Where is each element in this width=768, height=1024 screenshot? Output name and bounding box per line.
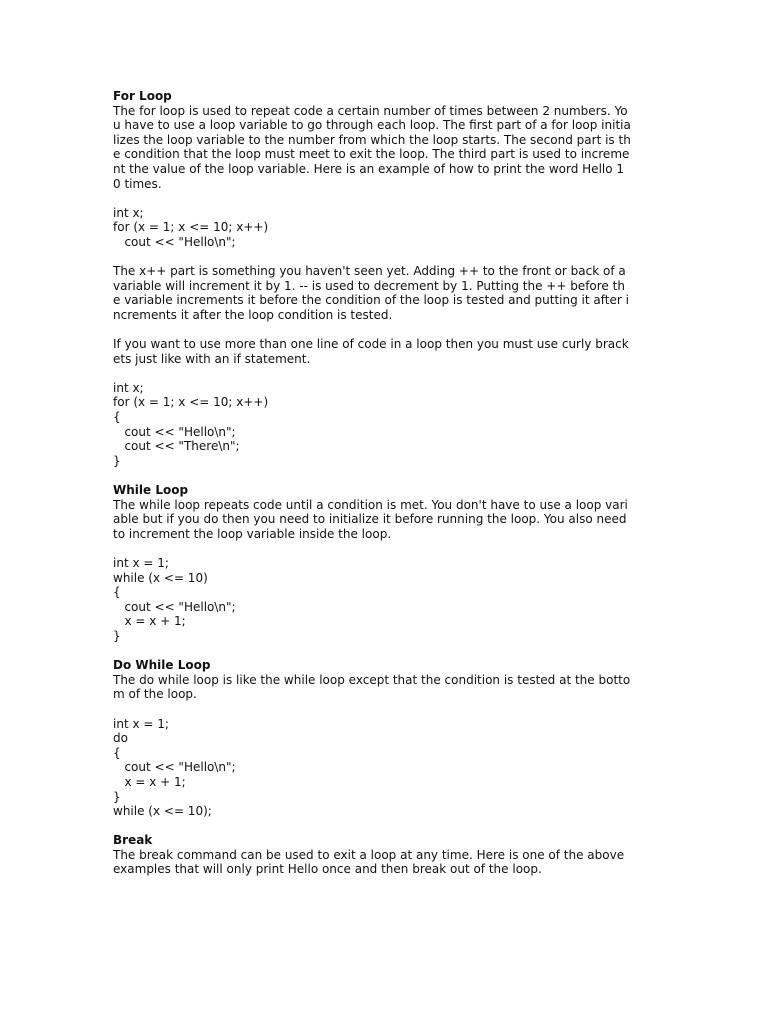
code-line: for (x = 1; x <= 10; x++) — [113, 220, 269, 235]
code-line: cout << "Hello\n"; — [113, 599, 236, 614]
code-line: for (x = 1; x <= 10; x++) — [113, 395, 269, 410]
code-line: while (x <= 10); — [113, 804, 212, 819]
blank-line — [113, 191, 658, 206]
code-line: { — [113, 410, 121, 425]
section-heading: Do While Loop — [113, 658, 211, 673]
code-line: cout << "Hello\n"; — [113, 760, 236, 775]
code-line: do — [113, 731, 128, 746]
text-line: The while loop repeats code until a condition is met. You don't have to use a loop vari — [113, 497, 628, 512]
blank-line — [113, 819, 658, 834]
code-line: int x; — [113, 380, 144, 395]
text-line: If you want to use more than one line of code in a loop then you must use curly brack — [113, 337, 629, 352]
text-line: able but if you do then you need to initialize it before running the loop. You also need — [113, 512, 627, 527]
blank-line — [113, 468, 658, 483]
text-line: ncrements it after the loop condition is tested. — [113, 307, 393, 322]
section-heading: For Loop — [113, 89, 172, 103]
code-line: cout << "There\n"; — [113, 439, 240, 454]
section-heading: Break — [113, 833, 153, 848]
text-line: 0 times. — [113, 176, 162, 191]
text-line: The do while loop is like the while loop except that the condition is tested at the botto — [113, 672, 631, 687]
code-line: int x = 1; — [113, 716, 169, 731]
blank-line — [113, 250, 658, 265]
code-line: int x = 1; — [113, 556, 169, 570]
document-page — [113, 89, 658, 877]
text-line: The for loop is used to repeat code a certain number of times between 2 numbers. Yo — [113, 103, 628, 118]
code-line: int x; — [113, 205, 144, 220]
text-line: nt the value of the loop variable. Here is an example of how to print the word Hello 1 — [113, 161, 625, 176]
code-line: { — [113, 585, 121, 600]
text-line: examples that will only print Hello once and then break out of the loop. — [113, 862, 542, 877]
blank-line — [113, 323, 658, 338]
code-line: while (x <= 10) — [113, 570, 208, 585]
text-line: e variable increments it before the condition of the loop is tested and putting it after i — [113, 293, 629, 308]
text-line: u have to use a loop variable to go through each loop. The first part of a for loop initia — [113, 118, 631, 133]
code-line: } — [113, 628, 121, 643]
code-line: x = x + 1; — [113, 614, 186, 629]
text-line: e condition that the loop must meet to exit the loop. The third part is used to increme — [113, 147, 630, 162]
blank-line — [113, 541, 658, 556]
text-line: The break command can be used to exit a loop at any time. Here is one of the above — [113, 847, 625, 862]
code-line: x = x + 1; — [113, 774, 186, 789]
code-line: } — [113, 789, 121, 804]
text-line: The x++ part is something you haven't seen yet. Adding ++ to the front or back of a — [113, 264, 626, 279]
blank-line — [113, 702, 658, 717]
code-line: cout << "Hello\n"; — [113, 424, 236, 439]
text-line: lizes the loop variable to the number from which the loop starts. The second part is th — [113, 132, 631, 147]
text-line: ets just like with an if statement. — [113, 351, 311, 366]
blank-line — [113, 644, 658, 659]
code-line: } — [113, 453, 121, 468]
text-line: to increment the loop variable inside the loop. — [113, 526, 392, 541]
section-heading: While Loop — [113, 483, 189, 498]
text-line: m of the loop. — [113, 687, 197, 702]
code-line: cout << "Hello\n"; — [113, 234, 236, 249]
code-line: { — [113, 745, 121, 760]
text-line: variable will increment it by 1. -- is used to decrement by 1. Putting the ++ before th — [113, 278, 625, 293]
blank-line — [113, 366, 658, 381]
